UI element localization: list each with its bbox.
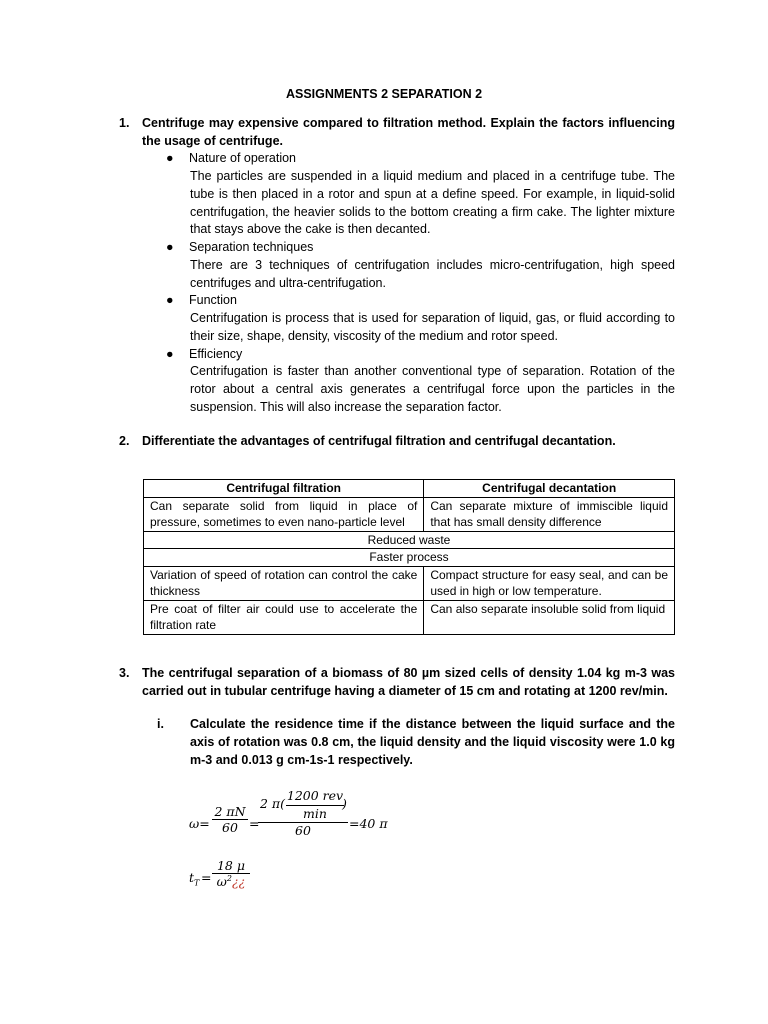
eq-inner-num: 1200 rev bbox=[286, 788, 344, 803]
eq-numerator: 2 πN bbox=[214, 804, 246, 819]
table-row bbox=[144, 600, 675, 634]
subquestion-text: Calculate the residence time if the distance between the liquid surface and the axis of rotation was 0.8 cm, the liquid density and the liquid viscosity were 1.0 kg m-3 and 0.013 g cm-1s-1 respectively. bbox=[190, 717, 675, 767]
table-cell: Pre coat of filter air could use to accelerate the filtration rate bbox=[144, 600, 424, 634]
bullet-heading: Nature of operation bbox=[189, 151, 297, 165]
eq-equals: = bbox=[201, 870, 212, 885]
eq-denominator: 60 bbox=[258, 822, 348, 838]
bullet-icon: ● bbox=[166, 293, 174, 307]
eq-denominator: $\omega^2¿¿$ bbox=[212, 873, 250, 889]
eq-error-glyph: ¿¿ bbox=[231, 874, 246, 890]
bullet-body: There are 3 techniques of centrifugation includes micro-centrifugation, high speed centrifuges and ultra-centrifugation. bbox=[190, 258, 675, 290]
eq-num-prefix: 2 π( bbox=[260, 796, 286, 811]
page-title: ASSIGNMENTS 2 SEPARATION 2 bbox=[285, 87, 483, 101]
table-header-row bbox=[144, 480, 675, 498]
bullet-body: The particles are suspended in a liquid medium and placed in a centrifuge tube. The tube is then placed in a rotor and spun at a define speed. For example, in liquid-solid centrifugation, the heavier solids to the bottom creating a firm cake. The lighter mixture that stays above the cake is then decanted. bbox=[190, 169, 675, 237]
eq-inner-den: min bbox=[286, 805, 344, 821]
question-3 bbox=[119, 665, 675, 700]
eq-lhs: ω= bbox=[189, 816, 210, 831]
table-cell: Variation of speed of rotation can control the cake thickness bbox=[144, 566, 424, 600]
table-row bbox=[144, 531, 675, 549]
bullet-heading: Efficiency bbox=[189, 347, 243, 361]
eq-result: =40 π bbox=[349, 816, 388, 831]
eq-num-suffix: ) bbox=[342, 796, 347, 811]
table-cell: Can separate mixture of immiscible liquid that has small density difference bbox=[424, 497, 675, 531]
question-number: 3. bbox=[119, 666, 130, 680]
table-row bbox=[144, 549, 675, 567]
eq-fraction bbox=[212, 804, 248, 835]
eq-fraction bbox=[258, 788, 348, 838]
subquestion-label: i. bbox=[157, 717, 164, 731]
question-2 bbox=[119, 433, 675, 451]
comparison-table bbox=[143, 479, 675, 635]
question-1 bbox=[119, 115, 675, 150]
question-text: The centrifugal separation of a biomass of 80 µm sized cells of density 1.04 kg m-3 was carried out in tubular centrifuge having a diameter of 15 cm and rotating at 1200 rev/min. bbox=[142, 666, 675, 698]
table-cell-shared: Faster process bbox=[144, 549, 675, 567]
bullet-heading: Separation techniques bbox=[189, 240, 314, 254]
table-header: Centrifugal decantation bbox=[424, 480, 675, 498]
table-cell: Can separate solid from liquid in place of pressure, sometimes to even nano-particle level bbox=[144, 497, 424, 531]
eq-numerator: 18 μ bbox=[216, 858, 245, 873]
table-header: Centrifugal filtration bbox=[144, 480, 424, 498]
question-number: 2. bbox=[119, 434, 130, 448]
table-cell: Compact structure for easy seal, and can be used in high or low temperature. bbox=[424, 566, 675, 600]
bullet-body: Centrifugation is process that is used for separation of liquid, gas, or fluid according to their size, shape, density, viscosity of the medium and rotor speed. bbox=[190, 311, 675, 343]
bullet-icon: ● bbox=[166, 240, 174, 254]
eq-fraction bbox=[212, 858, 250, 889]
table-cell: Can also separate insoluble solid from liquid bbox=[424, 600, 675, 634]
bullet-heading: Function bbox=[189, 293, 237, 307]
table-cell-shared: Reduced waste bbox=[144, 531, 675, 549]
eq-numerator bbox=[258, 788, 348, 822]
question-number: 1. bbox=[119, 116, 130, 130]
bullet-icon: ● bbox=[166, 347, 174, 361]
table-row bbox=[144, 497, 675, 531]
bullet-body: Centrifugation is faster than another conventional type of separation. Rotation of the rotor about a central axis generates a centrifugal force upon the particles in the suspension. This will also increase the separation factor. bbox=[190, 364, 675, 414]
eq-lhs: $t_T$ bbox=[189, 870, 200, 888]
eq-equals: = bbox=[249, 816, 260, 831]
bullet-icon: ● bbox=[166, 151, 174, 165]
table-row bbox=[144, 566, 675, 600]
question-text: Centrifuge may expensive compared to filtration method. Explain the factors influencing the usage of centrifuge. bbox=[142, 116, 675, 148]
eq-denominator: 60 bbox=[212, 819, 248, 835]
question-text: Differentiate the advantages of centrifugal filtration and centrifugal decantation. bbox=[142, 434, 616, 448]
